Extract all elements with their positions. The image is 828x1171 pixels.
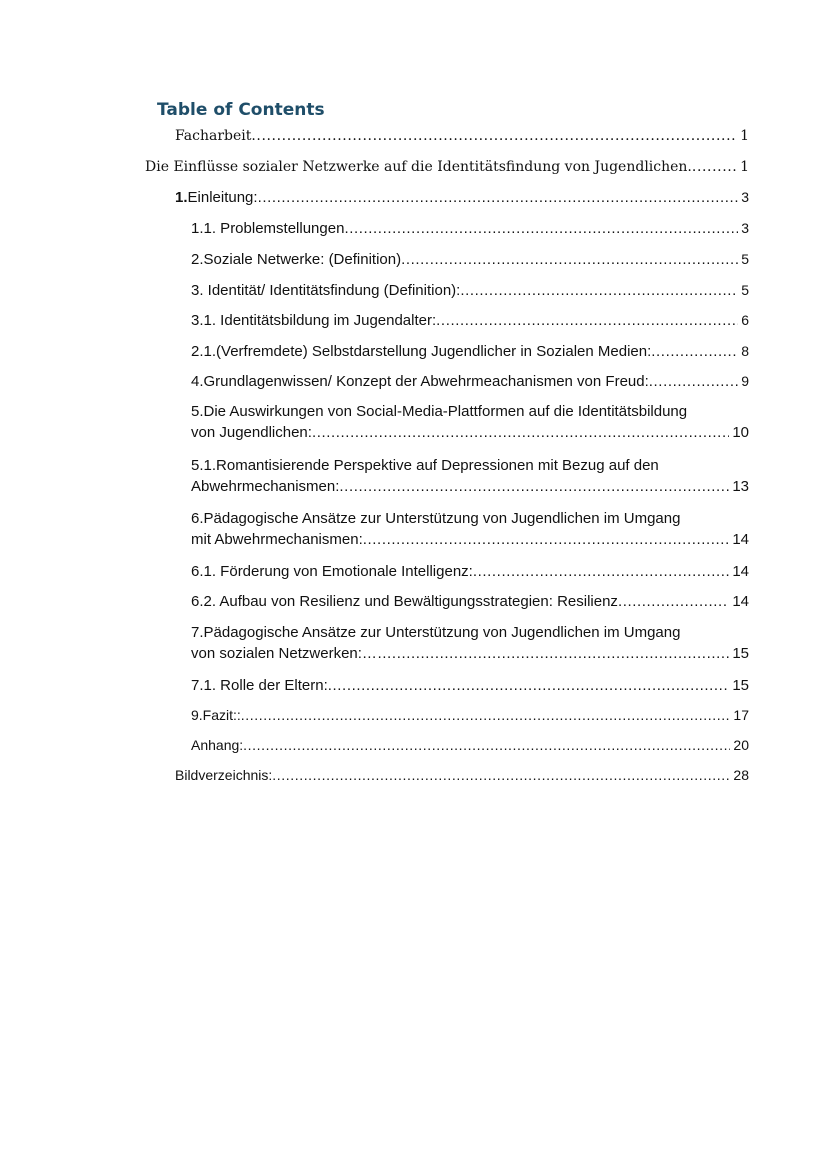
toc-entry[interactable] <box>175 187 749 208</box>
dot-leader <box>473 561 729 582</box>
toc-entry[interactable] <box>191 249 749 270</box>
toc-entry-page: 20 <box>733 737 749 753</box>
toc-entry-number: 1. <box>175 189 188 206</box>
toc-entry-label: 2.1.(Verfremdete) Selbstdarstellung Jugendlicher in Sozialen Medien: <box>191 343 652 360</box>
dot-leader <box>243 735 730 756</box>
toc-entry[interactable] <box>191 341 749 362</box>
toc-entry-page: 28 <box>733 767 749 783</box>
toc-entry-label: Bildverzeichnis: <box>175 767 273 783</box>
toc-entry[interactable] <box>191 455 749 497</box>
dot-leader <box>272 765 730 786</box>
toc-entry-label-line1: 6.Pädagogische Ansätze zur Unterstützung von Jugendlichen im Umgang <box>191 510 681 527</box>
toc-entry[interactable] <box>191 561 749 582</box>
toc-entry-page: 3 <box>741 189 749 205</box>
toc-entry-page: 6 <box>741 312 749 328</box>
toc-entry-label: 1.1. Problemstellungen <box>191 220 345 237</box>
toc-entry[interactable] <box>175 126 749 147</box>
toc-entry-label: 4.Grundlagenwissen/ Konzept der Abwehrmeachanismen von Freud: <box>191 373 649 390</box>
dot-leader <box>312 422 729 443</box>
dot-leader <box>328 675 730 696</box>
toc-entry-page: 15 <box>732 677 749 694</box>
toc-entry-label: von Jugendlichen: <box>191 424 312 441</box>
toc-entry-label: 2.Soziale Netwerke: (Definition) <box>191 251 402 268</box>
dot-leader <box>392 643 729 664</box>
dot-leader <box>241 705 731 726</box>
toc-entry-page: 14 <box>732 563 749 580</box>
toc-entry[interactable] <box>191 280 749 301</box>
toc-entry[interactable] <box>191 675 749 696</box>
toc-entry-label-line1: 5.1.Romantisierende Perspektive auf Depressionen mit Bezug auf den <box>191 457 659 474</box>
dot-leader <box>651 341 738 362</box>
dot-leader <box>401 249 738 270</box>
toc-entry-label: 6.2. Aufbau von Resilienz und Bewältigungsstrategien: Resilienz <box>191 593 618 610</box>
toc-entry-label-line1: 7.Pädagogische Ansätze zur Unterstützung von Jugendlichen im Umgang <box>191 624 681 641</box>
toc-entry[interactable] <box>191 218 749 239</box>
dot-leader <box>339 476 729 497</box>
toc-entry-label: 6.1. Förderung von Emotionale Intelligenz: <box>191 563 473 580</box>
toc-entry-label: von sozialen Netzwerken:…… <box>191 645 392 662</box>
toc-title: Table of Contents <box>157 100 325 120</box>
toc-entry-label: Anhang: <box>191 737 244 753</box>
toc-entry-page: 8 <box>741 343 749 359</box>
toc-entry-page: 5 <box>741 282 749 298</box>
toc-entry-label: mit Abwehrmechanismen: <box>191 531 363 548</box>
toc-entry-page: 14 <box>732 531 749 548</box>
toc-entry[interactable] <box>191 508 749 550</box>
toc-entry[interactable] <box>145 157 749 178</box>
toc-entry[interactable] <box>175 765 749 786</box>
toc-entry-label: 3.1. Identitätsbildung im Jugendalter: <box>191 312 437 329</box>
toc-entry-page: 3 <box>741 220 749 236</box>
dot-leader <box>649 371 738 392</box>
toc-entry-label: Facharbeit <box>175 128 252 144</box>
toc-entry-label: Abwehrmechanismen: <box>191 478 340 495</box>
toc-entry[interactable] <box>191 705 749 726</box>
dot-leader <box>692 157 737 178</box>
toc-entry[interactable] <box>191 591 749 612</box>
toc-entry[interactable] <box>191 401 749 443</box>
dot-leader <box>618 591 729 612</box>
toc-entry-label: 7.1. Rolle der Eltern: <box>191 677 328 694</box>
toc-entry-page: 13 <box>732 478 749 495</box>
dot-leader <box>344 218 738 239</box>
toc-entry-label: Einleitung: <box>187 189 258 206</box>
dot-leader <box>258 187 739 208</box>
dot-leader <box>436 310 738 331</box>
toc-entry-label: 3. Identität/ Identitätsfindung (Definition): <box>191 282 461 299</box>
toc-entry-label: Die Einflüsse sozialer Netzwerke auf die Identitätsfindung von Jugendlichen. <box>145 159 692 175</box>
toc-entry-page: 15 <box>732 645 749 662</box>
toc-entry-page: 14 <box>732 593 749 610</box>
toc-entry[interactable] <box>191 735 749 756</box>
dot-leader <box>363 529 730 550</box>
dot-leader <box>251 126 737 147</box>
toc-entry-page: 9 <box>741 373 749 389</box>
toc-entry-page: 1 <box>740 159 749 175</box>
toc-entry-page: 5 <box>741 251 749 267</box>
toc-entry-label: 9.Fazit:: <box>191 707 241 723</box>
toc-entry[interactable] <box>191 622 749 664</box>
dot-leader <box>460 280 738 301</box>
toc-entry[interactable] <box>191 371 749 392</box>
toc-entry-label-line1: 5.Die Auswirkungen von Social-Media-Plattformen auf die Identitätsbildung <box>191 403 688 420</box>
toc-entry-page: 10 <box>732 424 749 441</box>
toc-entry-page: 17 <box>733 707 749 723</box>
toc-entry-page: 1 <box>740 128 749 144</box>
toc-entry[interactable] <box>191 310 749 331</box>
